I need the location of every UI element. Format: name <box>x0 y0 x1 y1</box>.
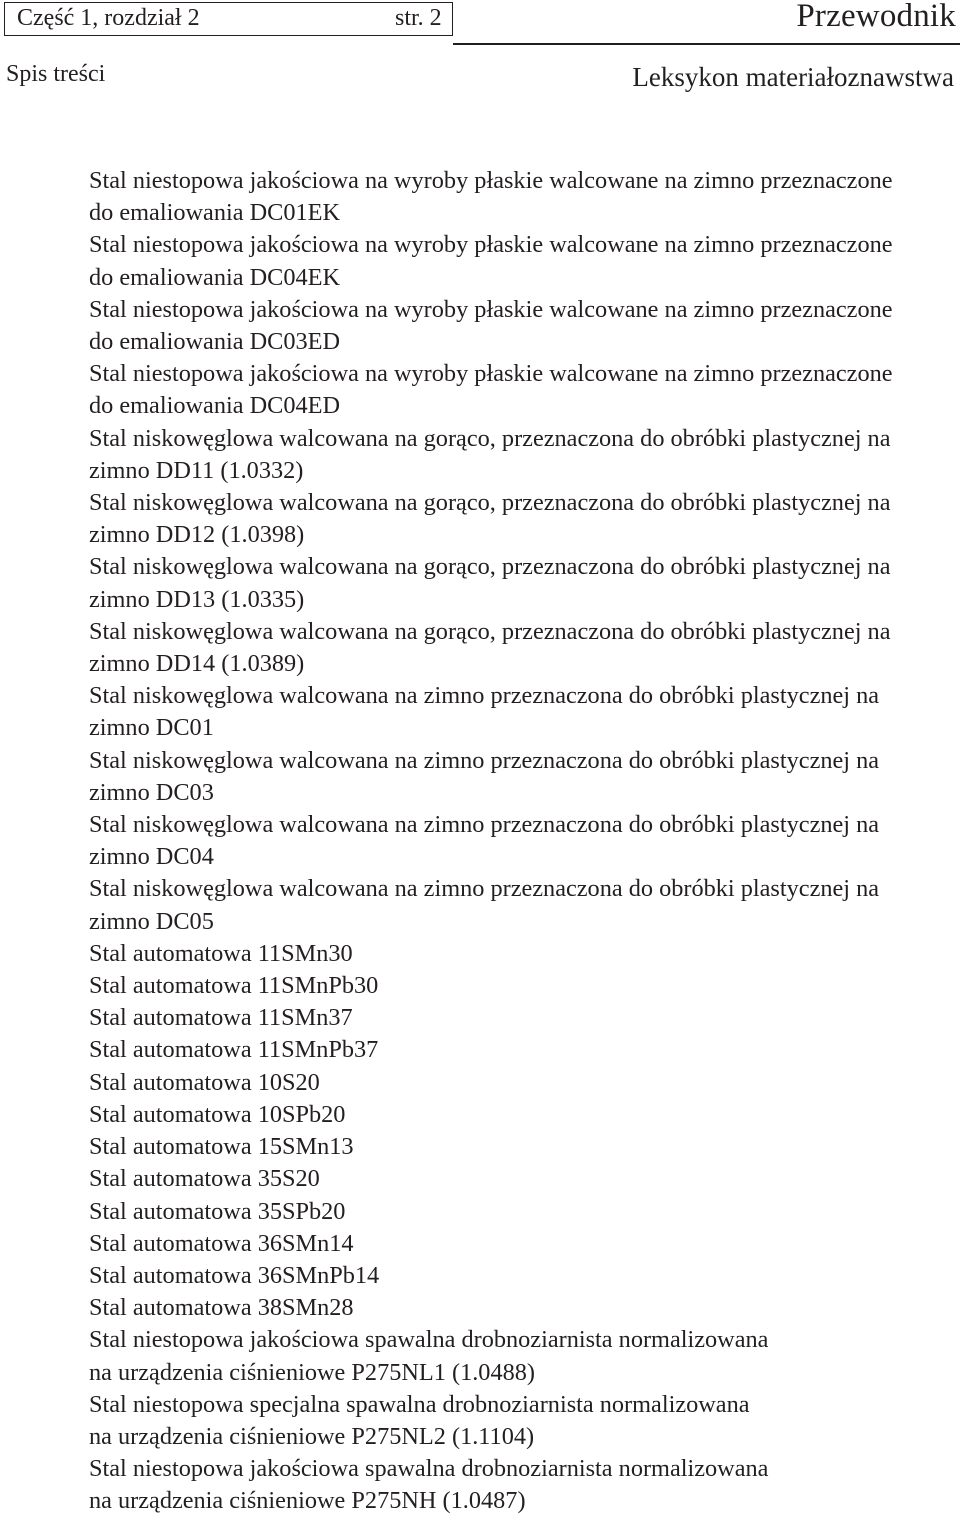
toc-entry[interactable]: Stal automatowa 10S20 <box>89 1068 320 1096</box>
toc-entry[interactable]: Stal automatowa 11SMn37 <box>89 1004 353 1032</box>
page-number: str. 2 <box>395 5 442 31</box>
toc-entry[interactable]: Stal niskowęglowa walcowana na zimno przeznaczona do obróbki plastycznej na <box>89 682 880 710</box>
toc-entry[interactable]: Stal niskowęglowa walcowana na gorąco, przeznaczona do obróbki plastycznej na <box>89 489 891 517</box>
toc-entry[interactable]: Stal niskowęglowa walcowana na zimno przeznaczona do obróbki plastycznej na <box>89 811 880 839</box>
toc-entry[interactable]: Stal automatowa 36SMnPb14 <box>89 1261 380 1289</box>
chapter-header-box <box>4 2 453 36</box>
toc-entry[interactable]: Stal automatowa 38SMn28 <box>89 1294 354 1322</box>
toc-entry-continuation[interactable]: na urządzenia ciśnieniowe P275NL1 (1.0488) <box>89 1358 535 1386</box>
toc-entry[interactable]: Stal niestopowa jakościowa na wyroby płaskie walcowane na zimno przeznaczone <box>89 295 893 323</box>
toc-entry-continuation[interactable]: na urządzenia ciśnieniowe P275NH (1.0487) <box>89 1487 526 1515</box>
toc-entry[interactable]: Stal automatowa 35S20 <box>89 1165 320 1193</box>
toc-entry[interactable]: Stal niskowęglowa walcowana na gorąco, przeznaczona do obróbki plastycznej na <box>89 424 891 452</box>
toc-entry-continuation[interactable]: do emaliowania DC04EK <box>89 263 341 291</box>
toc-entry[interactable]: Stal automatowa 35SPb20 <box>89 1197 346 1225</box>
toc-entry[interactable]: Stal automatowa 11SMnPb37 <box>89 1036 379 1064</box>
toc-entry-continuation[interactable]: do emaliowania DC04ED <box>89 392 341 420</box>
toc-entry[interactable]: Stal niskowęglowa walcowana na zimno przeznaczona do obróbki plastycznej na <box>89 746 880 774</box>
section-title: Spis treści <box>6 61 106 87</box>
table-of-contents <box>89 165 957 1518</box>
toc-entry[interactable]: Stal niskowęglowa walcowana na gorąco, przeznaczona do obróbki plastycznej na <box>89 617 891 645</box>
toc-entry[interactable]: Stal automatowa 10SPb20 <box>89 1100 346 1128</box>
toc-entry-continuation[interactable]: do emaliowania DC01EK <box>89 199 341 227</box>
toc-entry-continuation[interactable]: zimno DC04 <box>89 843 214 871</box>
toc-entry-continuation[interactable]: zimno DC01 <box>89 714 214 742</box>
toc-entry[interactable]: Stal niskowęglowa walcowana na zimno przeznaczona do obróbki plastycznej na <box>89 875 880 903</box>
toc-entry[interactable]: Stal automatowa 36SMn14 <box>89 1229 354 1257</box>
toc-entry-continuation[interactable]: zimno DD12 (1.0398) <box>89 521 305 549</box>
toc-entry[interactable]: Stal automatowa 11SMnPb30 <box>89 972 379 1000</box>
toc-entry-continuation[interactable]: zimno DC03 <box>89 778 214 806</box>
toc-entry[interactable]: Stal niestopowa specjalna spawalna drobnoziarnista normalizowana <box>89 1390 750 1418</box>
toc-entry-continuation[interactable]: do emaliowania DC03ED <box>89 328 341 356</box>
toc-entry[interactable]: Stal niskowęglowa walcowana na gorąco, przeznaczona do obróbki plastycznej na <box>89 553 891 581</box>
publication-title: Przewodnik <box>796 0 956 34</box>
toc-entry[interactable]: Stal niestopowa jakościowa na wyroby płaskie walcowane na zimno przeznaczone <box>89 360 893 388</box>
toc-entry-continuation[interactable]: zimno DD11 (1.0332) <box>89 456 304 484</box>
toc-entry-continuation[interactable]: zimno DC05 <box>89 907 214 935</box>
toc-entry-continuation[interactable]: na urządzenia ciśnieniowe P275NL2 (1.1104) <box>89 1422 535 1450</box>
toc-entry[interactable]: Stal automatowa 15SMn13 <box>89 1133 354 1161</box>
toc-entry[interactable]: Stal niestopowa jakościowa spawalna drobnoziarnista normalizowana <box>89 1326 769 1354</box>
publication-subtitle: Leksykon materiałoznawstwa <box>632 62 954 92</box>
toc-entry-continuation[interactable]: zimno DD14 (1.0389) <box>89 650 305 678</box>
toc-entry[interactable]: Stal niestopowa jakościowa na wyroby płaskie walcowane na zimno przeznaczone <box>89 167 893 194</box>
toc-entry[interactable]: Stal automatowa 11SMn30 <box>89 939 353 967</box>
toc-entry-continuation[interactable]: zimno DD13 (1.0335) <box>89 585 305 613</box>
header-rule <box>453 43 960 45</box>
chapter-label: Część 1, rozdział 2 <box>17 5 200 31</box>
toc-entry[interactable]: Stal niestopowa jakościowa spawalna drobnoziarnista normalizowana <box>89 1455 769 1483</box>
toc-entry[interactable]: Stal niestopowa jakościowa na wyroby płaskie walcowane na zimno przeznaczone <box>89 231 893 259</box>
